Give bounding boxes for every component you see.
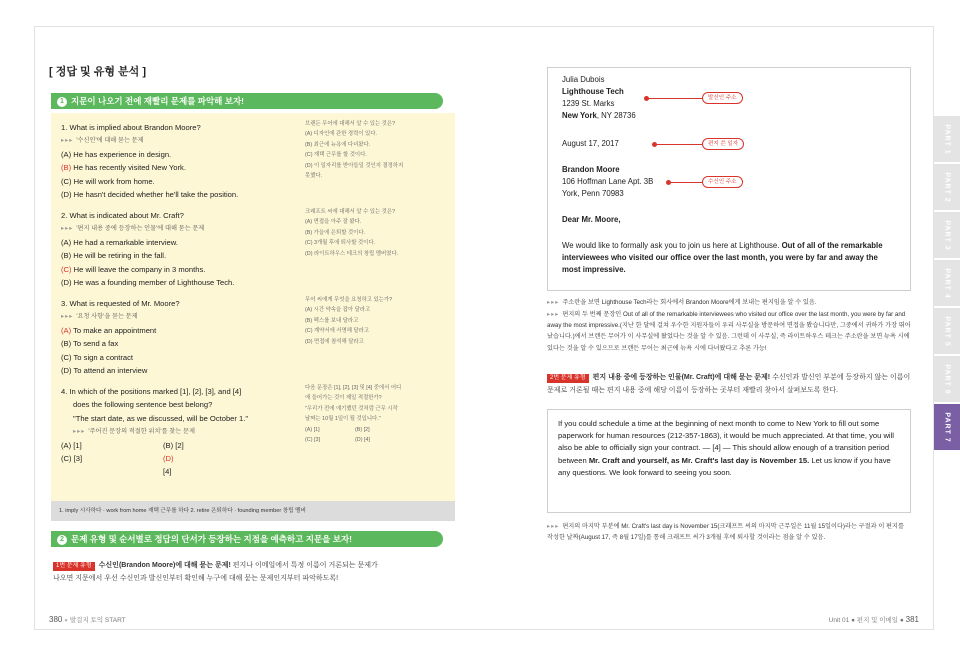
correct-mark: (A) <box>61 325 72 335</box>
question-3-translation: 무어 씨에게 무엇을 요청하고 있는가? (A) 시간 약속을 잡아 달라고 (B) 팩스를 보내 달라고 (C) 계약서에 서명해 달라고 (D) 면접에 참석해 달라고 <box>305 297 393 345</box>
footer-right <box>829 615 919 624</box>
sender-street: 1239 St. Marks <box>562 99 615 108</box>
question-4-option-a: (A) [1] <box>61 440 82 450</box>
correct-mark: (C) <box>61 264 72 274</box>
tab-part-6[interactable]: PART 6 <box>934 356 960 404</box>
type-2-tag: 2번 문제 유형 <box>547 374 589 383</box>
question-3-option-a: (A) To make an appointment <box>61 325 157 335</box>
book-title: 발걸지 토익 START <box>69 617 126 624</box>
tab-part-5[interactable]: PART 5 <box>934 308 960 356</box>
left-page <box>49 27 469 631</box>
sender-company: Lighthouse Tech <box>562 87 624 96</box>
question-1-option-b: (B) He has recently visited New York. <box>61 163 186 173</box>
sender-name: Julia Dubois <box>562 75 605 84</box>
type-1-explanation: 1번 문제 유형 수신인(Brandon Moore)에 대해 묻는 문제! 편지나 이메일에서 특정 이름이 거론되는 문제가 나오면 지문에서 우선 수신인과 발신인부터 확인해 누구에 대해 묻는 문제인지부터 파악하도록! <box>53 562 378 582</box>
letter-greeting: Dear Mr. Moore, <box>562 215 621 224</box>
tab-part-3[interactable]: PART 3 <box>934 212 960 260</box>
book-spread <box>34 26 934 630</box>
question-2-option-a: (A) He had a remarkable interview. <box>61 237 178 247</box>
sender-connector <box>646 98 702 99</box>
note-inference: ▸▸▸ 편지의 두 번째 문장인 Out of all of the remarkable interviewees who visited our office over the last month, you were by far and away the most impressive.(지난 한 달에 걸쳐 우수한 지원자들이 우리 사무실을 방문하여 면접을 봤습니다만, 그중에서 귀하가 가장 뛰어났습니다.)에서 브랜든 무어가 이 사무실에 왔었다는 것을 알 수 있음. 그런데 이 사무실, 즉 라이트하우스 테크는 주소란을 보면 뉴욕 시에 있다는 것을 알 수 있으므로 브랜든 무어는 최근에 뉴욕 시에 다녀왔다고 추론 가능! <box>547 311 911 352</box>
recipient-callout: 수신인 주소 <box>702 176 743 188</box>
note-address: ▸▸▸ 주소란을 보면 Lighthouse Tech라는 회사에서 Brandon Moore에게 보내는 편지임을 알 수 있음. <box>547 299 817 306</box>
question-3-option-d: (D) To attend an interview <box>61 366 148 376</box>
letter-body: We would like to formally ask you to join us here at Lighthouse. Out of all of the remarkable interviewees who visited our office over the last month, you were by far and away the most impressive. <box>562 241 883 275</box>
section-1-header <box>51 93 443 109</box>
section-2-number: 2 <box>57 535 67 545</box>
question-1-option-c: (C) He will work from home. <box>61 176 155 186</box>
recipient-city: York, Penn 70983 <box>562 189 624 198</box>
vocabulary-bar: 1. imply 시사하다 · work from home 재택 근무를 하다 2. retire 은퇴하다 · founding member 창립 멤버 <box>51 501 455 521</box>
question-1: 1. What is implied about Brandon Moore? ▸▸▸ '수신인'에 대해 묻는 문제 (A) He has experience in design. (B) He has recently visited New York. (C) He will work from home. (D) He hasn't decided whether he'll take the position. <box>61 121 238 201</box>
question-2-option-d: (D) He was a founding member of Lighthouse Tech. <box>61 278 235 288</box>
tab-part-7[interactable]: PART 7 <box>934 404 960 452</box>
recipient-connector <box>668 182 702 183</box>
question-2-stem: 2. What is indicated about Mr. Craft? <box>61 211 184 220</box>
question-3-hint: '요청 사항'을 묻는 문제 <box>76 313 138 321</box>
section-2-header <box>51 531 443 547</box>
question-4-option-c: (C) [3] <box>61 454 83 464</box>
right-page <box>499 27 919 631</box>
questions-box <box>51 113 455 501</box>
question-1-option-d: (D) He hasn't decided whether he'll take the position. <box>61 190 239 200</box>
section-2-label: 문제 유형 및 순서별로 정답의 단서가 등장하는 지점을 예측하고 지문을 보자! <box>71 534 352 544</box>
type-1-tag: 1번 문제 유형 <box>53 562 95 571</box>
recipient-street: 106 Hoffman Lane Apt. 3B <box>562 177 654 186</box>
question-1-stem: 1. What is implied about Brandon Moore? <box>61 123 201 132</box>
date-connector <box>654 144 702 145</box>
letter-date: August 17, 2017 <box>562 139 619 148</box>
question-4-translation: 다음 문장은 [1], [2], [3] 및 [4] 중에서 어디 에 들어가는 것이 제일 적절한가? "우리가 전에 얘기했던 것처럼 근무 시작 날짜는 10월 1일이 될 것입니다." (A) [1] (B) [2] (C) [3] (D) [4] <box>305 385 402 444</box>
question-2-option-b: (B) He will be retiring in the fall. <box>61 251 167 261</box>
unit-title: Unit 01 ● 편지 및 이메일 ● <box>828 617 904 624</box>
section-1-label: 지문이 나오기 전에 재빨리 문제를 파악해 보자! <box>71 96 245 106</box>
question-2: 2. What is indicated about Mr. Craft? ▸▸▸ '편지 내용 중에 등장하는 인물'에 대해 묻는 문제 (A) He had a remarkable interview. (B) He will be retiring in the fall. (C) He will leave the company in 3 months. (D) He was a founding member of Lighthouse Tech. <box>61 209 234 289</box>
sender-city: New York, NY 28736 <box>562 111 636 120</box>
correct-mark: (D) <box>163 454 174 464</box>
question-4-option-d: (D) [4] <box>163 452 265 479</box>
question-4-hint: '주어진 문장의 적절한 위치'를 찾는 문제 <box>88 428 195 436</box>
question-4-option-b: (B) [2] <box>163 440 184 450</box>
date-callout: 편지 쓴 일자 <box>702 138 744 150</box>
part-tabs <box>934 116 960 452</box>
tab-part-1[interactable]: PART 1 <box>934 116 960 164</box>
question-4-sentence: "The start date, as we discussed, will be October 1." <box>73 413 249 423</box>
type-2-explanation: 2번 문제 유형 편지 내용 중에 등장하는 인물(Mr. Craft)에 대해 묻는 문제! 수신인과 발신인 부분에 등장하지 않는 이름이 문제로 거론될 때는 편지 내용 중에 해당 이름이 등장하는 곳부터 재빨리 찾아서 살펴보도록 한다. <box>547 374 911 394</box>
question-2-translation: 크래프트 씨에 대해서 알 수 있는 것은? (A) 면접을 아주 잘 봤다. (B) 가을에 은퇴할 것이다. (C) 3개월 후에 퇴사할 것이다. (D) 라이트하우스 테크의 창립 멤버였다. <box>305 209 399 257</box>
question-4: 4. In which of the positions marked [1], [2], [3], and [4] does the following sentence best belong? "The start date, as we discussed, will be October 1." ▸▸▸ '주어진 문장의 적절한 위치'를 찾는 문제 (A) [1] (B) [2] (C) [3] (D) [4] <box>61 385 265 479</box>
correct-mark: (B) <box>61 163 72 173</box>
question-2-option-c: (C) He will leave the company in 3 months. <box>61 264 206 274</box>
question-1-translation: 브랜든 무어에 대해서 알 수 있는 것은? (A) 디자인에 관한 경력이 있다. (B) 최근에 뉴욕에 다녀왔다. (C) 재택 근무를 할 것이다. (D) 이 일자리를 받아들일 것인지 결정하지 못했다. <box>305 121 404 180</box>
question-1-hint: '수신인'에 대해 묻는 문제 <box>76 137 144 145</box>
sender-callout: 발신인 주소 <box>702 92 743 104</box>
tab-part-4[interactable]: PART 4 <box>934 260 960 308</box>
recipient-name: Brandon Moore <box>562 165 620 174</box>
letter-paragraph-box: If you could schedule a time at the beginning of next month to come to New York to fill out some paperwork for human resources (212-357-1863), it would be much appreciated. At that time, you will also be able to officially sign your contract. — [4] — This should allow enough of a transition period between Mr. Craft and yourself, as Mr. Craft's last day is November 15. Let us know if you have any questions. We look forward to seeing you soon. <box>547 409 911 513</box>
question-3-option-c: (C) To sign a contract <box>61 352 134 362</box>
section-1-number: 1 <box>57 97 67 107</box>
question-3: 3. What is requested of Mr. Moore? ▸▸▸ '요청 사항'을 묻는 문제 (A) To make an appointment (B) To send a fax (C) To sign a contract (D) To attend an interview <box>61 297 180 377</box>
question-1-option-a: (A) He has experience in design. <box>61 149 172 159</box>
note-craft: ▸▸▸ 편지의 마지막 부분에 Mr. Craft's last day is November 15(크래프트 씨의 마지막 근무일은 11월 15일이다)라는 구절과 이 편지를 작성한 날짜(August 17, 즉 8월 17일)를 통해 크래프트 씨가 3개월 후에 퇴사할 것이라는 점을 알 수 있음. <box>547 523 904 542</box>
footer-left: 380 ● 발걸지 토익 START <box>49 615 126 624</box>
letter-box <box>547 67 911 291</box>
page-number-left: 380 <box>49 615 63 624</box>
page-title: [ 정답 및 유형 분석 ] <box>49 66 146 78</box>
question-3-stem: 3. What is requested of Mr. Moore? <box>61 299 180 308</box>
question-2-hint: '편지 내용 중에 등장하는 인물'에 대해 묻는 문제 <box>76 225 205 233</box>
question-3-option-b: (B) To send a fax <box>61 339 119 349</box>
page-number-right: 381 <box>905 615 919 624</box>
tab-part-2[interactable]: PART 2 <box>934 164 960 212</box>
